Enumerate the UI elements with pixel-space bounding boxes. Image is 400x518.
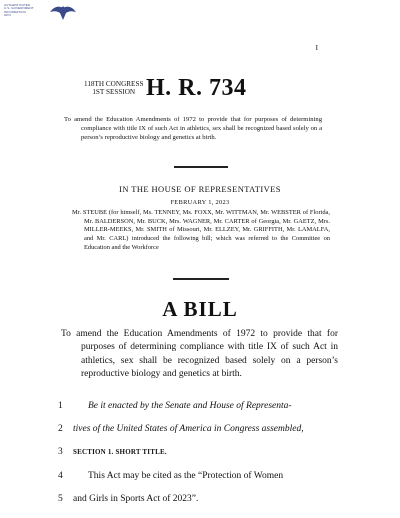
- session-label: 1ST SESSION: [92, 88, 136, 96]
- bill-number: H. R. 734: [146, 75, 247, 101]
- gpo-authentication-seal: [4, 2, 82, 22]
- divider-rule: [174, 166, 228, 168]
- divider-rule: [173, 278, 229, 280]
- seal-line-2: U.S. GOVERNMENT: [4, 6, 34, 11]
- line-number: 3: [58, 447, 63, 457]
- bill-long-title: [61, 328, 338, 382]
- seal-line-1: AUTHENTICATED: [4, 3, 31, 7]
- line-number: 5: [58, 494, 63, 504]
- long-title-text: To amend the Education Amendments of 1972 to provide that for purposes of determining compliance with title IX of such Act in athletics, sex shall be recognized based solely on a person’s reproductive biology and genetics at birth.: [61, 329, 338, 380]
- congress-session-block: [84, 80, 143, 96]
- line-number: 4: [58, 471, 63, 481]
- page-number: I: [315, 44, 318, 52]
- introduction-date: FEBRUARY 1, 2023: [170, 199, 230, 206]
- congress-label: 118TH CONGRESS: [84, 80, 144, 88]
- eagle-icon: [48, 2, 78, 22]
- purpose-statement: [64, 115, 322, 143]
- line-number: 1: [58, 401, 63, 411]
- seal-line-4: GPO: [4, 13, 11, 18]
- a-bill-heading: A BILL: [162, 297, 238, 321]
- seal-line-3: INFORMATION: [4, 9, 26, 14]
- line-number: 2: [58, 424, 63, 434]
- section-text-cont: and Girls in Sports Act of 2023”.: [73, 494, 199, 504]
- enacting-clause: Be it enacted by the Senate and House of Representa-: [88, 401, 292, 411]
- section-heading: SECTION 1. SHORT TITLE.: [73, 448, 167, 456]
- seal-text: [4, 4, 34, 18]
- introduction-text: Mr. STEUBE (for himself, Ms. TENNEY, Ms. FOXX, Mr. WITTMAN, Mr. WEBSTER of Florida, Mr. BALDERSON, Mr. BUCK, Mrs. WAGNER, Mr. CARTER of Georgia, Mr. GAETZ, Mrs. MILLER-MEEKS, Mr. SMITH of Missouri, Mr. ELLZEY, Mr. GRIFFITH, Mr. LAMALFA, and Mr. CARL) introduced the following bill; which was referred to the Committee on Education and the Workforce: [72, 209, 330, 251]
- section-text: This Act may be cited as the “Protection of Women: [88, 471, 284, 481]
- chamber-heading: IN THE HOUSE OF REPRESENTATIVES: [119, 184, 281, 194]
- sponsors-introduction: [72, 209, 330, 253]
- purpose-text: To amend the Education Amendments of 1972 to provide that for purposes of determining compliance with title IX of such Act in athletics, sex shall be recognized based solely on a person’s reproductive biology and genetics at birth.: [64, 116, 322, 142]
- enacting-clause-cont: tives of the United States of America in Congress assembled,: [73, 424, 304, 434]
